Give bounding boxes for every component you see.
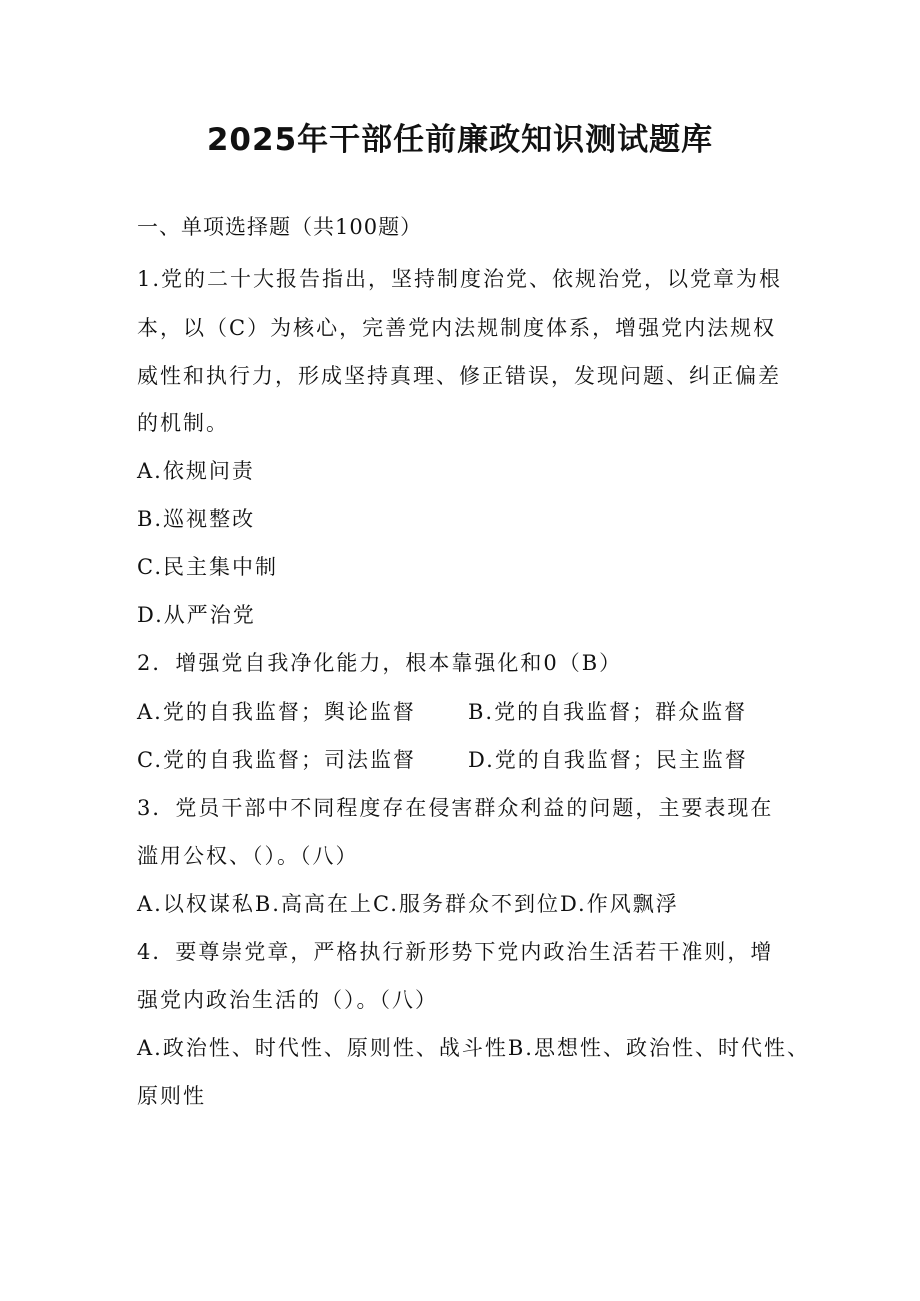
question-4-line-2: 强党内政治生活的（）。（八） [137,988,438,1012]
question-2-option-c: C.党的自我监督；司法监督 [137,748,416,772]
question-4-options-line-2: 原则性 [137,1084,206,1108]
question-2-option-a: A.党的自我监督；舆论监督 [137,700,416,724]
question-4-options-line-1: A.政治性、时代性、原则性、战斗性B.思想性、政治性、时代性、 [137,1036,810,1060]
question-1-line-4: 的机制。 [137,411,229,435]
question-3-line-2: 滥用公权、（）。（八） [137,844,359,868]
section-heading: 一、单项选择题（共100题） [137,215,423,239]
question-4-line-1: 4．要尊崇党章，严格执行新形势下党内政治生活若干准则，增 [137,940,774,964]
question-1-line-3: 威性和执行力，形成坚持真理、修正错误，发现问题、纠正偏差 [137,364,781,388]
question-1-line-2: 本，以（C）为核心，完善党内法规制度体系，增强党内法规权 [137,316,777,340]
page-title: 2025年干部任前廉政知识测试题库 [206,122,714,158]
question-1-option-b: B.巡视整改 [137,507,256,531]
question-1-option-d: D.从严治党 [137,603,256,627]
question-2-option-d: D.党的自我监督；民主监督 [468,748,748,772]
question-3-options: A.以权谋私B.高高在上C.服务群众不到位D.作风飘浮 [137,892,679,916]
question-1-line-1: 1.党的二十大报告指出，坚持制度治党、依规治党，以党章为根 [137,267,783,291]
question-1-option-a: A.依规问责 [137,459,255,483]
question-3-line-1: 3．党员干部中不同程度存在侵害群众利益的问题，主要表现在 [137,796,774,820]
question-1-option-c: C.民主集中制 [137,555,278,579]
question-2-option-b: B.党的自我监督；群众监督 [468,700,748,724]
question-2-line-1: 2．增强党自我净化能力，根本靠强化和0（B） [137,651,623,675]
